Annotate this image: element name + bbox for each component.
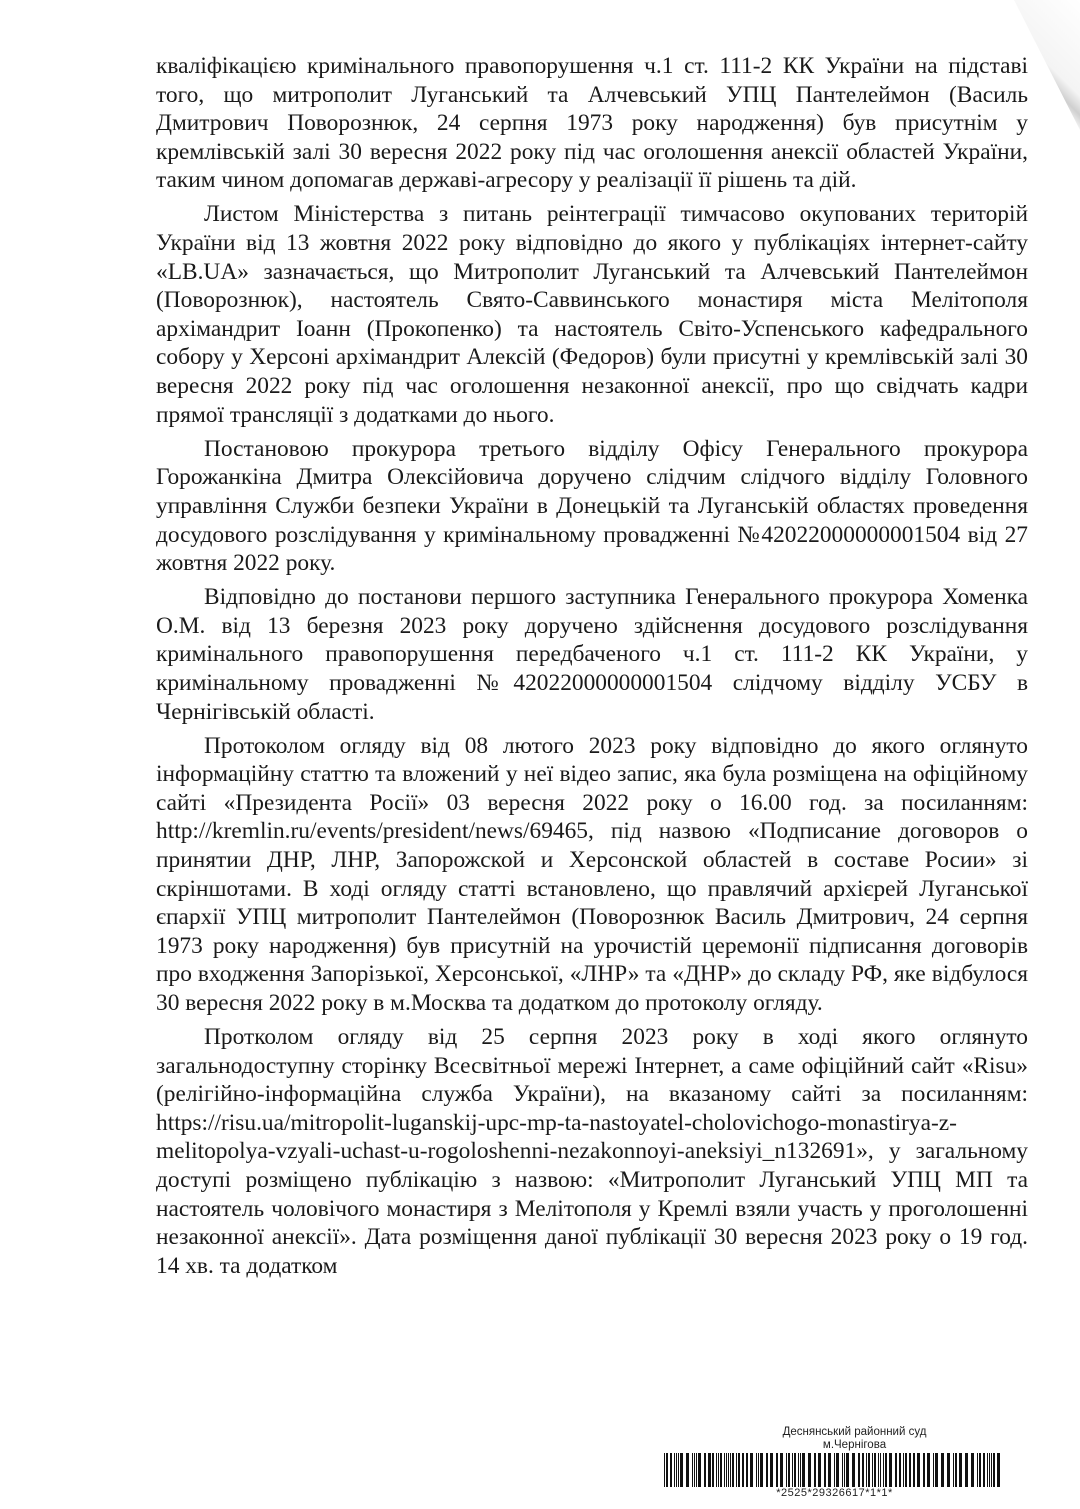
paragraph-3: Постановою прокурора третього відділу Офісу Генерального прокурора Горожанкіна Дмитра Олексійовича доручено слідчим слідчого відділу Головного управління Служби безпеки України в Донецькій та Луганській областях проведення досудового розслідування у кримінальному провадженні №42022000000001504 від 27 жовтня 2022 року. xyxy=(156,435,1028,577)
barcode-number: *2525*29326617*1*1* xyxy=(776,1487,893,1499)
stamp-court-name: Деснянський районний суд xyxy=(782,1426,927,1438)
paragraph-5: Протоколом огляду від 08 лютого 2023 року відповідно до якого оглянуто інформаційну статтю та вложений у неї відео запис, яка була розміщена на офіційному сайті «Президента Росії» 03 вересня 2022 року о 16.00 год. за посиланням: http://kremlin.ru/events/president/news/69465, під назвою «Подписание договоров о принятии ДНР, ЛНР, Запорожской и Херсонской областей в составе Росии» зі скріншотами. В ході огляду статті встановлено, що правлячий архієрей Луганської єпархії УПЦ митрополит Пантелеймон (Поворознюк Василь Дмитрович, 24 серпня 1973 року народження) був присутній на урочистій церемонії підписання договорів про входження Запорізької, Херсонської, «ЛНР» та «ДНР» до складу РФ, яке відбулося 30 вересня 2022 року в м.Москва та додатком до протоколу огляду. xyxy=(156,732,1028,1016)
barcode-image xyxy=(662,1453,1007,1487)
paragraph-4: Відповідно до постанови першого заступника Генерального прокурора Хоменка О.М. від 13 березня 2023 року доручено здійснення досудового розслідування кримінального правопорушення передбаченого ч.1 ст. 111-2 КК України, у кримінальному провадженні №42022000000001504 слідчому відділу УСБУ в Чернігівській області. xyxy=(156,584,1028,725)
paragraph-1: кваліфікацією кримінального правопорушення ч.1 ст. 111-2 КК України на підставі того, що митрополит Луганський та Алчевський УПЦ Пантелеймон (Василь Дмитрович Поворознюк, 24 серпня 1973 року народження) був присутнім у кремлівській залі 30 вересня 2022 року під час оголошення анексії областей України, таким чином допомагав державі-агресору у реалізації її рішень та дій. xyxy=(156,53,1028,194)
stamp-city: м.Чернігова xyxy=(822,1439,887,1451)
document-body xyxy=(156,52,1028,1286)
court-stamp xyxy=(662,1426,1007,1499)
paragraph-2: Листом Міністерства з питань реінтеграції тимчасово окупованих територій України від 13 жовтня 2022 року відповідно до якого у публікаціях інтернет-сайту «LB.UA» зазначається, що Митрополит Луганський та Алчевський Пантелеймон (Поворознюк), настоятель Свято-Саввинського монастиря міста Мелітополя архімандрит Іоанн (Прокопенко) та настоятель Світо-Успенського кафедрального собору у Херсоні архімандрит Алексій (Федоров) були присутні у кремлівській залі 30 вересня 2022 року під час оголошення незаконної анексії, про що свідчать кадри прямої трансляції з додатками до нього. xyxy=(156,201,1028,428)
paragraph-6: Протколом огляду від 25 серпня 2023 року в ході якого оглянуто загальнодоступну сторінку Всесвітньої мережі Інтернет, а саме офіційний сайт «Risu» (релігійно-інформаційна служба України), на вказаному сайті за посиланням: https://risu.ua/mitropolit-luganskij-upc-mp-ta-nastoyatel-cholovichogo-monastirya-z-melitopolya-vzyali-uchast-u-rogoloshenni-nezakonnoyi-aneksiyi_n132691», у загальному доступі розміщено публікацію з назвою: «Митрополит Луганський УПЦ МП та настоятель чоловічого монастиря з Мелітополя у Кремлі взяли участь у проголошенні незаконної анексії». Дата розміщення даної публікації 30 вересня 2023 року о 19 год. 14 хв. та додатком xyxy=(156,1024,1028,1279)
